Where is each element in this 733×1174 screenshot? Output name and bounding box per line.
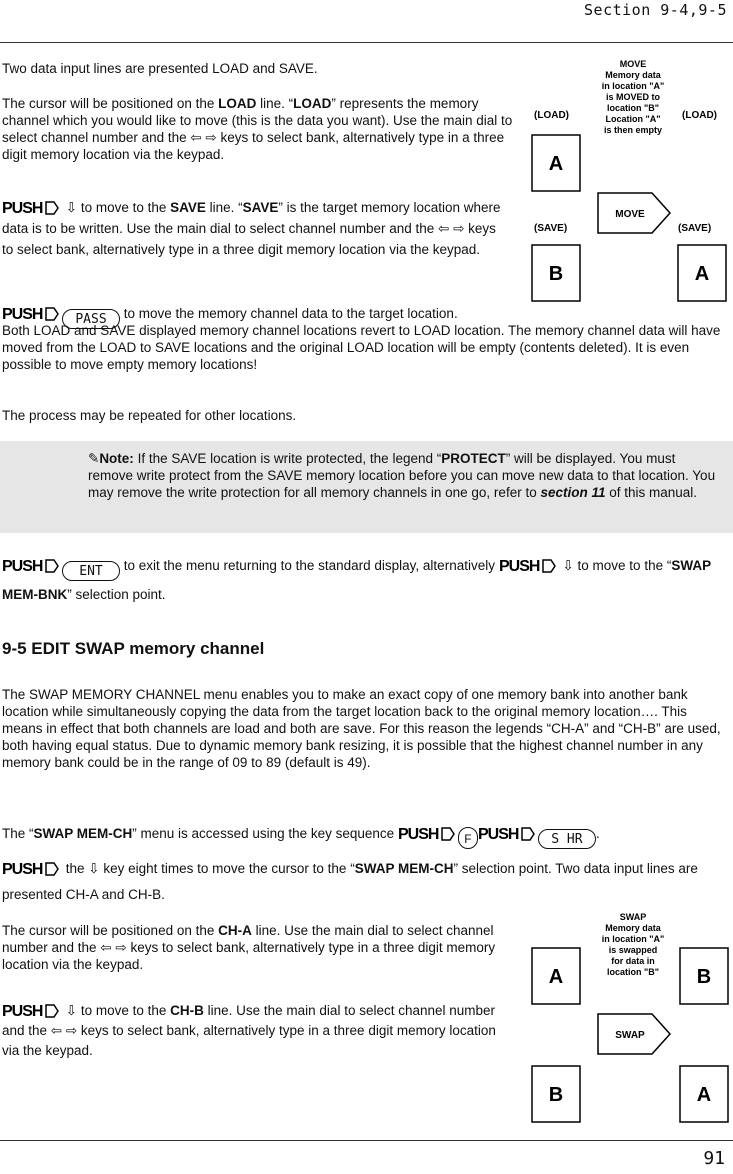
fig2-caption-2: in location "A" xyxy=(601,934,665,944)
para-intro: Two data input lines are presented LOAD and SAVE. xyxy=(2,61,318,76)
svg-text:PUSH: PUSH xyxy=(397,826,439,842)
push-icon xyxy=(2,1001,62,1019)
svg-text:MOVE: MOVE xyxy=(615,209,645,220)
fig1-caption-6: is then empty xyxy=(603,125,663,135)
fig1-save-left: (SAVE) xyxy=(534,223,568,234)
svg-text:PUSH: PUSH xyxy=(2,861,43,877)
svg-text:PUSH: PUSH xyxy=(2,200,43,216)
ent-key-icon: ENT xyxy=(62,561,120,581)
svg-text:PUSH: PUSH xyxy=(2,558,43,574)
fig2-caption-5: location "B" xyxy=(606,967,660,977)
svg-text:A: A xyxy=(548,966,564,988)
para-pass: PUSH PASS to move the memory channel data to the target location. xyxy=(2,306,458,327)
svg-text:A: A xyxy=(696,1084,712,1106)
fig1-caption-0: MOVE xyxy=(619,59,647,69)
svg-text:B: B xyxy=(548,1084,564,1106)
swap-diagram xyxy=(530,908,730,1126)
fig2-caption-4: for data in xyxy=(611,956,655,966)
bottom-rule xyxy=(0,1140,733,1141)
page-number: 91 xyxy=(703,1148,725,1169)
section-header: Section 9-4,9-5 xyxy=(584,1,727,19)
fig1-caption-1: Memory data xyxy=(605,70,661,80)
svg-text:A: A xyxy=(548,153,564,175)
para-cha: The cursor will be positioned on the CH-A line. Use the main dial to select channel number and the ⇦ ⇨ keys to select bank, alternatively type in a three digit memory location via the keypad. xyxy=(2,923,496,972)
para-swap-intro: The SWAP MEMORY CHANNEL menu enables you to make an exact copy of one memory bank into another bank location while simultaneously copying the data from the target location back to the original memory location…. This means in effect that both channels are load and both are save. For this reason the legends “CH-A” and “CH-B” are used, both having equal status. Due to dynamic memory bank resizing, it is possible that the highest channel number in any memory bank could be in the range of 09 to 89 (default is 49). xyxy=(2,687,721,770)
svg-text:PUSH: PUSH xyxy=(477,826,519,842)
fig2-caption-3: is swapped xyxy=(608,945,658,955)
pass-key-icon: PASS xyxy=(62,309,120,329)
svg-text:B: B xyxy=(696,966,712,988)
fig1-load-left: (LOAD) xyxy=(534,110,569,121)
fig1-save-right: (SAVE) xyxy=(678,223,712,234)
svg-text:PUSH: PUSH xyxy=(2,1003,43,1019)
shr-key-icon: S HR xyxy=(538,829,596,849)
fig1-caption-3: is MOVED to xyxy=(605,92,661,102)
push-icon xyxy=(499,556,559,574)
fig2-caption-1: Memory data xyxy=(605,923,661,933)
svg-text:SWAP: SWAP xyxy=(615,1030,645,1041)
f-key-icon: F xyxy=(458,827,478,849)
para-repeat: The process may be repeated for other locations. xyxy=(2,408,297,423)
para-load: The cursor will be positioned on the LOAD line. “LOAD” represents the memory channel which you would like to move (this is the data you want). Use the main dial to select channel number and the ⇦ ⇨ keys to select bank, alternatively type in a three digit memory location via the keypad. xyxy=(2,96,513,162)
fig1-caption-4: location "B" xyxy=(606,103,660,113)
para-chb: PUSH ⇩ to move to the CH-B line. Use the main dial to select channel number and the ⇦ ⇨ keys to select bank, alternatively type in a three digit memory location via the keypad. xyxy=(2,1003,496,1058)
svg-text:PUSH: PUSH xyxy=(2,306,43,322)
para-key-sequence: The “SWAP MEM-CH” menu is accessed using the key sequence PUSH F PUSH S HR . xyxy=(2,826,600,847)
push-icon xyxy=(2,556,62,574)
fig1-load-right: (LOAD) xyxy=(682,110,717,121)
para-exit: PUSH ENT to exit the menu returning to the standard display, alternatively PUSH ⇩ to move to the “SWAP MEM-BNK” selection point. xyxy=(2,558,711,602)
push-icon xyxy=(2,859,62,877)
svg-text:A: A xyxy=(694,263,710,285)
move-diagram xyxy=(530,55,730,305)
svg-text:B: B xyxy=(548,263,564,285)
push-icon xyxy=(2,198,62,216)
section-heading: 9-5 EDIT SWAP memory channel xyxy=(2,639,265,658)
fig1-caption-2: in location "A" xyxy=(601,81,665,91)
para-save: PUSH ⇩ to move to the SAVE line. “SAVE” is the target memory location where data is to be written. Use the main dial to select channel number and the ⇦ ⇨ keys to select bank, alternatively type in a three digit memory location via the keypad. xyxy=(2,200,501,257)
push-icon xyxy=(478,824,538,842)
fig2-caption-0: SWAP xyxy=(619,912,647,922)
fig1-caption-5: Location "A" xyxy=(605,114,661,124)
note-icon: ✎ xyxy=(88,451,100,466)
push-icon xyxy=(2,304,62,322)
svg-text:PUSH: PUSH xyxy=(498,558,540,574)
para-result: Both LOAD and SAVE displayed memory channel locations revert to LOAD location. The memory channel data will have moved from the LOAD to SAVE locations and the original LOAD location will be empty (contents deleted). It is even possible to move empty memory locations! xyxy=(2,323,721,372)
top-rule xyxy=(0,42,733,43)
push-icon xyxy=(398,824,458,842)
para-cursor-swap: PUSH the ⇩ key eight times to move the cursor to the “SWAP MEM-CH” selection point. Two data input lines are presented CH-A and CH-B. xyxy=(2,861,698,902)
note-text: ✎Note: If the SAVE location is write protected, the legend “PROTECT” will be displayed. You must remove write protect from the SAVE memory location before you can move new data to that location. You may remove the write protection for all memory channels in one go, refer to section 11 of this manual. xyxy=(88,451,716,500)
